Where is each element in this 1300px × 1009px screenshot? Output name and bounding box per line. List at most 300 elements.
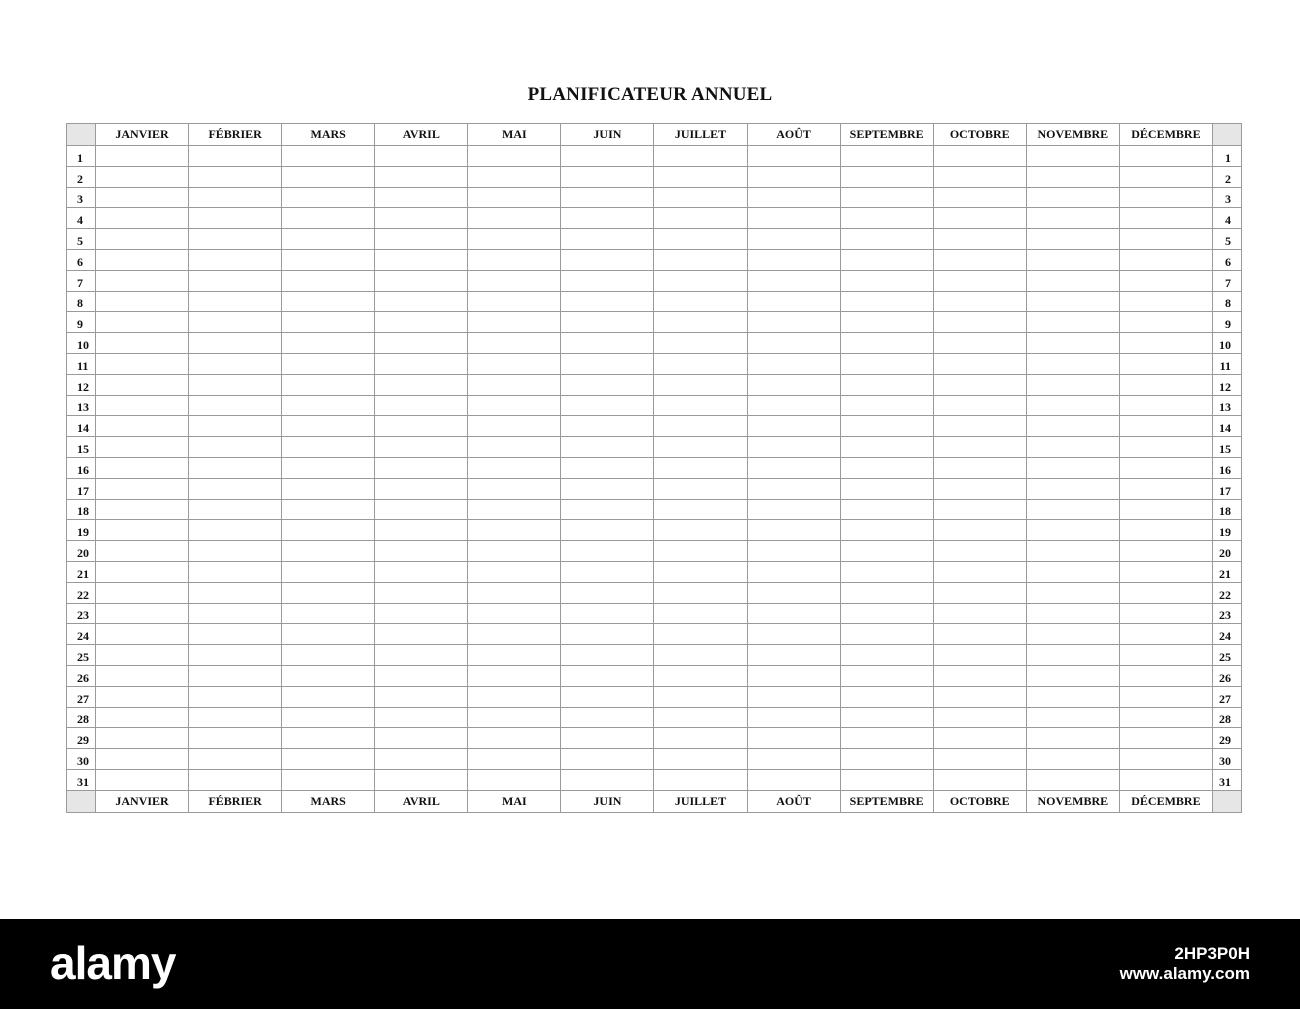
planner-cell[interactable] <box>375 478 468 499</box>
planner-cell[interactable] <box>654 208 747 229</box>
planner-cell[interactable] <box>282 457 375 478</box>
planner-cell[interactable] <box>933 769 1026 790</box>
planner-cell[interactable] <box>747 457 840 478</box>
planner-cell[interactable] <box>654 582 747 603</box>
planner-cell[interactable] <box>468 374 561 395</box>
planner-cell[interactable] <box>933 229 1026 250</box>
planner-cell[interactable] <box>282 416 375 437</box>
planner-cell[interactable] <box>189 603 282 624</box>
planner-cell[interactable] <box>375 312 468 333</box>
planner-cell[interactable] <box>189 707 282 728</box>
planner-cell[interactable] <box>1026 374 1119 395</box>
planner-cell[interactable] <box>468 166 561 187</box>
planner-cell[interactable] <box>1026 520 1119 541</box>
planner-cell[interactable] <box>1026 146 1119 167</box>
planner-cell[interactable] <box>747 166 840 187</box>
planner-cell[interactable] <box>375 728 468 749</box>
planner-cell[interactable] <box>282 395 375 416</box>
planner-cell[interactable] <box>654 749 747 770</box>
planner-cell[interactable] <box>96 624 189 645</box>
planner-cell[interactable] <box>468 582 561 603</box>
planner-cell[interactable] <box>840 437 933 458</box>
planner-cell[interactable] <box>468 686 561 707</box>
planner-cell[interactable] <box>189 208 282 229</box>
planner-cell[interactable] <box>561 561 654 582</box>
planner-cell[interactable] <box>561 166 654 187</box>
planner-cell[interactable] <box>96 686 189 707</box>
planner-cell[interactable] <box>561 395 654 416</box>
planner-cell[interactable] <box>1026 749 1119 770</box>
planner-cell[interactable] <box>1026 416 1119 437</box>
planner-cell[interactable] <box>1119 624 1212 645</box>
planner-cell[interactable] <box>468 520 561 541</box>
planner-cell[interactable] <box>654 561 747 582</box>
planner-cell[interactable] <box>747 624 840 645</box>
planner-cell[interactable] <box>1119 146 1212 167</box>
planner-cell[interactable] <box>468 478 561 499</box>
planner-cell[interactable] <box>840 374 933 395</box>
planner-cell[interactable] <box>96 561 189 582</box>
planner-cell[interactable] <box>561 769 654 790</box>
planner-cell[interactable] <box>96 374 189 395</box>
planner-cell[interactable] <box>282 166 375 187</box>
planner-cell[interactable] <box>840 353 933 374</box>
planner-cell[interactable] <box>282 146 375 167</box>
planner-cell[interactable] <box>189 291 282 312</box>
planner-cell[interactable] <box>1119 749 1212 770</box>
planner-cell[interactable] <box>282 728 375 749</box>
planner-cell[interactable] <box>375 749 468 770</box>
planner-cell[interactable] <box>189 624 282 645</box>
planner-cell[interactable] <box>1119 270 1212 291</box>
planner-cell[interactable] <box>1026 769 1119 790</box>
planner-cell[interactable] <box>933 437 1026 458</box>
planner-cell[interactable] <box>189 270 282 291</box>
planner-cell[interactable] <box>747 291 840 312</box>
planner-cell[interactable] <box>282 374 375 395</box>
planner-cell[interactable] <box>375 665 468 686</box>
planner-cell[interactable] <box>840 499 933 520</box>
planner-cell[interactable] <box>468 665 561 686</box>
planner-cell[interactable] <box>654 395 747 416</box>
planner-cell[interactable] <box>189 541 282 562</box>
planner-cell[interactable] <box>1119 166 1212 187</box>
planner-cell[interactable] <box>747 541 840 562</box>
planner-cell[interactable] <box>282 208 375 229</box>
planner-cell[interactable] <box>1119 353 1212 374</box>
planner-cell[interactable] <box>96 499 189 520</box>
planner-cell[interactable] <box>96 395 189 416</box>
planner-cell[interactable] <box>282 665 375 686</box>
planner-cell[interactable] <box>189 249 282 270</box>
planner-cell[interactable] <box>189 333 282 354</box>
planner-cell[interactable] <box>375 229 468 250</box>
planner-cell[interactable] <box>468 249 561 270</box>
planner-cell[interactable] <box>747 353 840 374</box>
planner-cell[interactable] <box>189 146 282 167</box>
planner-cell[interactable] <box>375 561 468 582</box>
planner-cell[interactable] <box>1119 249 1212 270</box>
planner-cell[interactable] <box>468 769 561 790</box>
planner-cell[interactable] <box>282 749 375 770</box>
planner-cell[interactable] <box>561 229 654 250</box>
planner-cell[interactable] <box>561 333 654 354</box>
planner-cell[interactable] <box>282 541 375 562</box>
planner-cell[interactable] <box>840 395 933 416</box>
planner-cell[interactable] <box>96 416 189 437</box>
planner-cell[interactable] <box>561 582 654 603</box>
planner-cell[interactable] <box>96 749 189 770</box>
planner-cell[interactable] <box>96 291 189 312</box>
planner-cell[interactable] <box>375 437 468 458</box>
planner-cell[interactable] <box>561 624 654 645</box>
planner-cell[interactable] <box>654 686 747 707</box>
planner-cell[interactable] <box>747 520 840 541</box>
planner-cell[interactable] <box>189 478 282 499</box>
planner-cell[interactable] <box>1026 291 1119 312</box>
planner-cell[interactable] <box>654 312 747 333</box>
planner-cell[interactable] <box>96 229 189 250</box>
planner-cell[interactable] <box>654 665 747 686</box>
planner-cell[interactable] <box>375 686 468 707</box>
planner-cell[interactable] <box>375 249 468 270</box>
planner-cell[interactable] <box>375 208 468 229</box>
planner-cell[interactable] <box>189 499 282 520</box>
planner-cell[interactable] <box>96 457 189 478</box>
planner-cell[interactable] <box>375 187 468 208</box>
planner-cell[interactable] <box>96 166 189 187</box>
planner-cell[interactable] <box>1119 541 1212 562</box>
planner-cell[interactable] <box>282 624 375 645</box>
planner-cell[interactable] <box>468 457 561 478</box>
planner-cell[interactable] <box>654 416 747 437</box>
planner-cell[interactable] <box>747 707 840 728</box>
planner-cell[interactable] <box>933 561 1026 582</box>
planner-cell[interactable] <box>468 749 561 770</box>
planner-cell[interactable] <box>747 437 840 458</box>
planner-cell[interactable] <box>1026 499 1119 520</box>
planner-cell[interactable] <box>1119 291 1212 312</box>
planner-cell[interactable] <box>1026 457 1119 478</box>
planner-cell[interactable] <box>1119 416 1212 437</box>
planner-cell[interactable] <box>747 374 840 395</box>
planner-cell[interactable] <box>468 187 561 208</box>
planner-cell[interactable] <box>933 749 1026 770</box>
planner-cell[interactable] <box>654 624 747 645</box>
planner-cell[interactable] <box>840 166 933 187</box>
planner-cell[interactable] <box>1026 645 1119 666</box>
planner-cell[interactable] <box>654 457 747 478</box>
planner-cell[interactable] <box>933 166 1026 187</box>
planner-cell[interactable] <box>561 416 654 437</box>
planner-cell[interactable] <box>282 769 375 790</box>
planner-cell[interactable] <box>189 374 282 395</box>
planner-cell[interactable] <box>561 187 654 208</box>
planner-cell[interactable] <box>96 728 189 749</box>
planner-cell[interactable] <box>933 208 1026 229</box>
planner-cell[interactable] <box>1119 686 1212 707</box>
planner-cell[interactable] <box>933 146 1026 167</box>
planner-cell[interactable] <box>1119 333 1212 354</box>
planner-cell[interactable] <box>840 520 933 541</box>
planner-cell[interactable] <box>1026 707 1119 728</box>
planner-cell[interactable] <box>933 353 1026 374</box>
planner-cell[interactable] <box>189 229 282 250</box>
planner-cell[interactable] <box>933 541 1026 562</box>
planner-cell[interactable] <box>1119 707 1212 728</box>
planner-cell[interactable] <box>96 353 189 374</box>
planner-cell[interactable] <box>1026 582 1119 603</box>
planner-cell[interactable] <box>933 312 1026 333</box>
planner-cell[interactable] <box>1026 249 1119 270</box>
planner-cell[interactable] <box>747 728 840 749</box>
planner-cell[interactable] <box>747 499 840 520</box>
planner-cell[interactable] <box>96 146 189 167</box>
planner-cell[interactable] <box>468 416 561 437</box>
planner-cell[interactable] <box>747 645 840 666</box>
planner-cell[interactable] <box>282 520 375 541</box>
planner-cell[interactable] <box>375 457 468 478</box>
planner-cell[interactable] <box>282 582 375 603</box>
planner-cell[interactable] <box>747 249 840 270</box>
planner-cell[interactable] <box>1026 187 1119 208</box>
planner-cell[interactable] <box>747 561 840 582</box>
planner-cell[interactable] <box>561 312 654 333</box>
planner-cell[interactable] <box>1119 603 1212 624</box>
planner-cell[interactable] <box>375 270 468 291</box>
planner-cell[interactable] <box>840 665 933 686</box>
planner-cell[interactable] <box>840 291 933 312</box>
planner-cell[interactable] <box>1026 478 1119 499</box>
planner-cell[interactable] <box>933 645 1026 666</box>
planner-cell[interactable] <box>189 582 282 603</box>
planner-cell[interactable] <box>840 541 933 562</box>
planner-cell[interactable] <box>840 312 933 333</box>
planner-cell[interactable] <box>96 249 189 270</box>
planner-cell[interactable] <box>96 333 189 354</box>
planner-cell[interactable] <box>282 291 375 312</box>
planner-cell[interactable] <box>375 541 468 562</box>
planner-cell[interactable] <box>654 333 747 354</box>
planner-cell[interactable] <box>747 187 840 208</box>
planner-cell[interactable] <box>1026 561 1119 582</box>
planner-cell[interactable] <box>747 416 840 437</box>
planner-cell[interactable] <box>282 561 375 582</box>
planner-cell[interactable] <box>561 270 654 291</box>
planner-cell[interactable] <box>933 686 1026 707</box>
planner-cell[interactable] <box>468 437 561 458</box>
planner-cell[interactable] <box>1119 208 1212 229</box>
planner-cell[interactable] <box>561 603 654 624</box>
planner-cell[interactable] <box>375 624 468 645</box>
planner-cell[interactable] <box>654 645 747 666</box>
planner-cell[interactable] <box>933 291 1026 312</box>
planner-cell[interactable] <box>654 520 747 541</box>
planner-cell[interactable] <box>1119 229 1212 250</box>
planner-cell[interactable] <box>96 270 189 291</box>
planner-cell[interactable] <box>375 146 468 167</box>
planner-cell[interactable] <box>282 437 375 458</box>
planner-cell[interactable] <box>375 166 468 187</box>
planner-cell[interactable] <box>282 333 375 354</box>
planner-cell[interactable] <box>747 312 840 333</box>
planner-cell[interactable] <box>561 208 654 229</box>
planner-cell[interactable] <box>561 728 654 749</box>
planner-cell[interactable] <box>561 249 654 270</box>
planner-cell[interactable] <box>747 229 840 250</box>
planner-cell[interactable] <box>840 333 933 354</box>
planner-cell[interactable] <box>933 478 1026 499</box>
planner-cell[interactable] <box>654 353 747 374</box>
planner-cell[interactable] <box>747 769 840 790</box>
planner-cell[interactable] <box>375 645 468 666</box>
planner-cell[interactable] <box>468 707 561 728</box>
planner-cell[interactable] <box>747 146 840 167</box>
planner-cell[interactable] <box>96 707 189 728</box>
planner-cell[interactable] <box>561 645 654 666</box>
planner-cell[interactable] <box>747 333 840 354</box>
planner-cell[interactable] <box>96 665 189 686</box>
planner-cell[interactable] <box>96 582 189 603</box>
planner-cell[interactable] <box>1026 665 1119 686</box>
planner-cell[interactable] <box>1026 166 1119 187</box>
planner-cell[interactable] <box>840 603 933 624</box>
planner-cell[interactable] <box>1119 312 1212 333</box>
planner-cell[interactable] <box>189 353 282 374</box>
planner-cell[interactable] <box>840 270 933 291</box>
planner-cell[interactable] <box>468 395 561 416</box>
planner-cell[interactable] <box>189 166 282 187</box>
planner-cell[interactable] <box>933 520 1026 541</box>
planner-cell[interactable] <box>96 603 189 624</box>
planner-cell[interactable] <box>189 749 282 770</box>
planner-cell[interactable] <box>282 229 375 250</box>
planner-cell[interactable] <box>1026 541 1119 562</box>
planner-cell[interactable] <box>840 457 933 478</box>
planner-cell[interactable] <box>1119 728 1212 749</box>
planner-cell[interactable] <box>1119 374 1212 395</box>
planner-cell[interactable] <box>468 270 561 291</box>
planner-cell[interactable] <box>561 146 654 167</box>
planner-cell[interactable] <box>375 769 468 790</box>
planner-cell[interactable] <box>189 728 282 749</box>
planner-cell[interactable] <box>96 478 189 499</box>
planner-cell[interactable] <box>654 728 747 749</box>
planner-cell[interactable] <box>96 187 189 208</box>
planner-cell[interactable] <box>189 686 282 707</box>
planner-cell[interactable] <box>654 291 747 312</box>
planner-cell[interactable] <box>468 603 561 624</box>
planner-cell[interactable] <box>654 603 747 624</box>
planner-cell[interactable] <box>840 686 933 707</box>
planner-cell[interactable] <box>96 769 189 790</box>
planner-cell[interactable] <box>282 270 375 291</box>
planner-cell[interactable] <box>1026 624 1119 645</box>
planner-cell[interactable] <box>747 270 840 291</box>
planner-cell[interactable] <box>840 582 933 603</box>
planner-cell[interactable] <box>561 291 654 312</box>
planner-cell[interactable] <box>840 707 933 728</box>
planner-cell[interactable] <box>468 645 561 666</box>
planner-cell[interactable] <box>1026 395 1119 416</box>
planner-cell[interactable] <box>189 769 282 790</box>
planner-cell[interactable] <box>1119 561 1212 582</box>
planner-cell[interactable] <box>654 166 747 187</box>
planner-cell[interactable] <box>1026 603 1119 624</box>
planner-cell[interactable] <box>282 478 375 499</box>
planner-cell[interactable] <box>1026 229 1119 250</box>
planner-cell[interactable] <box>189 561 282 582</box>
planner-cell[interactable] <box>933 457 1026 478</box>
planner-cell[interactable] <box>561 749 654 770</box>
planner-cell[interactable] <box>1119 437 1212 458</box>
planner-cell[interactable] <box>840 208 933 229</box>
planner-cell[interactable] <box>468 291 561 312</box>
planner-cell[interactable] <box>933 374 1026 395</box>
planner-cell[interactable] <box>561 499 654 520</box>
planner-cell[interactable] <box>1026 208 1119 229</box>
planner-cell[interactable] <box>933 249 1026 270</box>
planner-cell[interactable] <box>189 645 282 666</box>
planner-cell[interactable] <box>840 146 933 167</box>
planner-cell[interactable] <box>1119 520 1212 541</box>
planner-cell[interactable] <box>933 603 1026 624</box>
planner-cell[interactable] <box>840 416 933 437</box>
planner-cell[interactable] <box>933 582 1026 603</box>
planner-cell[interactable] <box>840 749 933 770</box>
planner-cell[interactable] <box>933 187 1026 208</box>
planner-cell[interactable] <box>282 187 375 208</box>
planner-cell[interactable] <box>468 561 561 582</box>
planner-cell[interactable] <box>1026 270 1119 291</box>
planner-cell[interactable] <box>840 478 933 499</box>
planner-cell[interactable] <box>1119 395 1212 416</box>
planner-cell[interactable] <box>468 312 561 333</box>
planner-cell[interactable] <box>375 603 468 624</box>
planner-cell[interactable] <box>654 499 747 520</box>
planner-cell[interactable] <box>654 249 747 270</box>
planner-cell[interactable] <box>282 249 375 270</box>
planner-cell[interactable] <box>189 457 282 478</box>
planner-cell[interactable] <box>654 270 747 291</box>
planner-cell[interactable] <box>468 728 561 749</box>
planner-cell[interactable] <box>747 603 840 624</box>
planner-cell[interactable] <box>468 353 561 374</box>
planner-cell[interactable] <box>1119 478 1212 499</box>
planner-cell[interactable] <box>840 229 933 250</box>
planner-cell[interactable] <box>189 312 282 333</box>
planner-cell[interactable] <box>189 437 282 458</box>
planner-cell[interactable] <box>1119 645 1212 666</box>
planner-cell[interactable] <box>96 645 189 666</box>
planner-cell[interactable] <box>654 374 747 395</box>
planner-cell[interactable] <box>840 624 933 645</box>
planner-cell[interactable] <box>189 520 282 541</box>
planner-cell[interactable] <box>282 499 375 520</box>
planner-cell[interactable] <box>282 312 375 333</box>
planner-cell[interactable] <box>561 353 654 374</box>
planner-cell[interactable] <box>468 229 561 250</box>
planner-cell[interactable] <box>1026 333 1119 354</box>
planner-cell[interactable] <box>840 187 933 208</box>
planner-cell[interactable] <box>1119 187 1212 208</box>
planner-cell[interactable] <box>747 395 840 416</box>
planner-cell[interactable] <box>1026 728 1119 749</box>
planner-cell[interactable] <box>1119 665 1212 686</box>
planner-cell[interactable] <box>933 728 1026 749</box>
planner-cell[interactable] <box>375 520 468 541</box>
planner-cell[interactable] <box>468 146 561 167</box>
